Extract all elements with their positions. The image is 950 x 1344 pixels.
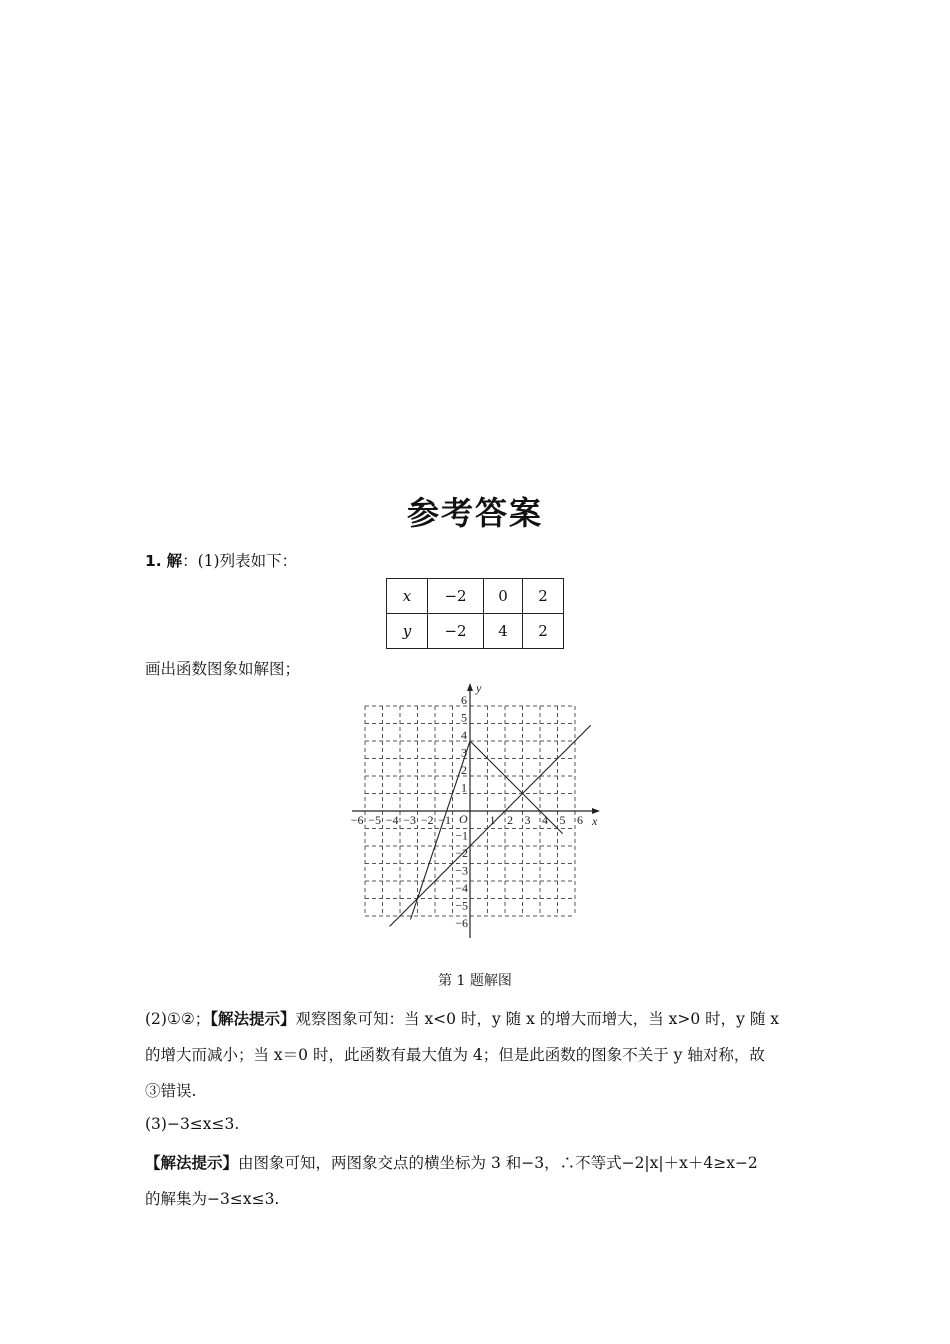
y-tick-label: 2 xyxy=(461,763,467,777)
hint-label: 【解法提示】 xyxy=(145,1154,239,1172)
hint-text: 观察图象可知：当 x<0 时，y 随 x 的增大而增大，当 x>0 时，y 随 x xyxy=(295,1010,780,1028)
part2-line3: ③错误. xyxy=(145,1082,197,1100)
row-label: y xyxy=(387,614,428,649)
table-cell: 2 xyxy=(523,614,564,649)
part3-answer: (3)−3≤x≤3. xyxy=(145,1115,240,1133)
x-axis-label: x xyxy=(592,814,598,828)
x-tick-label: 1 xyxy=(489,813,496,827)
x-tick-label: −5 xyxy=(368,813,381,827)
part2-line1 xyxy=(145,1007,779,1029)
part2-line2: 的增大而减小；当 x＝0 时，此函数有最大值为 4；但是此函数的图象不关于 y 轴对称，故 xyxy=(145,1046,765,1064)
table-cell: −2 xyxy=(428,579,484,614)
x-tick-label: −3 xyxy=(403,813,416,827)
y-tick-label: −6 xyxy=(455,916,468,930)
question-number: 1. xyxy=(145,552,162,570)
x-tick-label: −1 xyxy=(438,813,451,827)
y-axis-arrow-icon xyxy=(467,683,473,691)
y-tick-label: 3 xyxy=(461,745,467,760)
table-cell: 4 xyxy=(484,614,523,649)
x-tick-label: −6 xyxy=(350,813,364,827)
y-tick-label: 6 xyxy=(461,693,467,707)
y-tick-label: −2 xyxy=(455,846,468,860)
y-tick-label: −4 xyxy=(455,881,468,895)
x-tick-label: 6 xyxy=(577,813,583,827)
page-title: 参考答案 xyxy=(406,494,543,532)
y-tick-label: −1 xyxy=(455,828,468,843)
y-tick-label: −5 xyxy=(455,898,468,913)
series-line xyxy=(411,741,563,920)
draw-text: 画出函数图象如解图； xyxy=(145,660,301,678)
table-cell: 0 xyxy=(484,579,523,614)
x-tick-label: 4 xyxy=(542,813,548,827)
y-axis-label: y xyxy=(476,681,482,695)
solution-label: 解 xyxy=(166,552,183,570)
part1-intro: ：(1)列表如下： xyxy=(182,552,298,570)
part2-answer: (2)①②； xyxy=(145,1010,211,1028)
x-tick-label: −2 xyxy=(420,813,434,827)
table-cell: −2 xyxy=(428,614,484,649)
hint-text: 由图象可知，两图象交点的横坐标为 3 和−3，∴不等式−2|x|＋x＋4≥x−2 xyxy=(238,1154,758,1172)
origin-label: O xyxy=(459,812,468,826)
x-tick-label: 3 xyxy=(524,813,531,827)
y-tick-label: 1 xyxy=(461,780,467,795)
y-tick-label: −3 xyxy=(455,863,468,878)
table-cell: 2 xyxy=(523,579,564,614)
figure-caption: 第 1 题解图 xyxy=(438,973,512,989)
part3-hint-line2: 的解集为−3≤x≤3. xyxy=(145,1190,280,1208)
hint-label: 【解法提示】 xyxy=(210,1010,296,1028)
x-tick-label: −4 xyxy=(385,813,399,827)
x-tick-label: 2 xyxy=(507,813,513,827)
y-tick-label: 4 xyxy=(461,728,467,742)
row-label: x xyxy=(387,579,428,614)
part3-hint-line1 xyxy=(145,1151,758,1173)
y-tick-label: 5 xyxy=(461,710,467,725)
x-tick-label: 5 xyxy=(559,813,566,827)
